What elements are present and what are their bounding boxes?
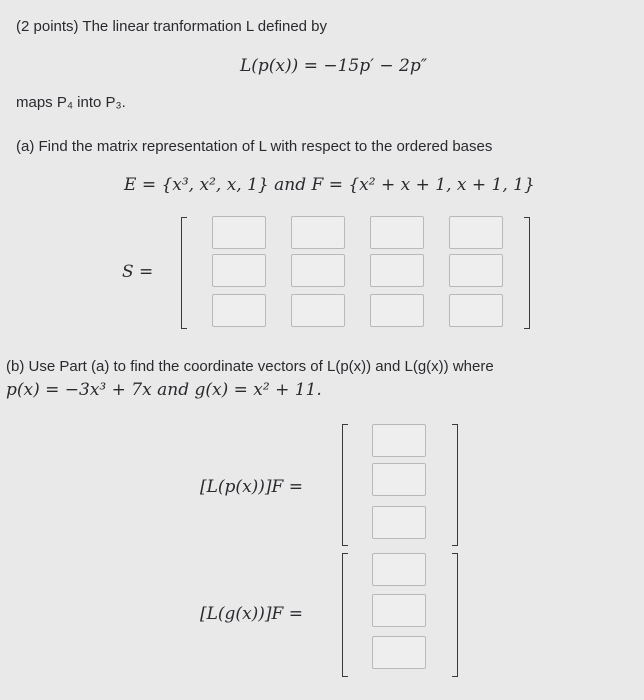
matrix-right-bracket	[524, 217, 530, 329]
maps-statement: maps P₄ into P₃.	[16, 94, 126, 111]
matrix-cell-r1c4[interactable]	[449, 216, 503, 249]
vector-g-cell-1[interactable]	[372, 553, 426, 586]
matrix-cell-r3c4[interactable]	[449, 294, 503, 327]
matrix-cell-r2c2[interactable]	[291, 254, 345, 287]
vector-g-cell-3[interactable]	[372, 636, 426, 669]
transformation-definition: L(p(x)) = −15p′ − 2p″	[240, 56, 428, 76]
vector-p-left-bracket	[342, 424, 348, 546]
matrix-cell-r3c2[interactable]	[291, 294, 345, 327]
part-b-prompt-line2: p(x) = −3x³ + 7x and g(x) = x² + 11.	[6, 380, 322, 400]
part-b-prompt-line1: (b) Use Part (a) to find the coordinate vectors of L(p(x)) and L(g(x)) where	[6, 358, 494, 375]
ordered-bases: E = {x³, x², x, 1} and F = {x² + x + 1, x + 1, 1}	[124, 175, 535, 195]
matrix-cell-r2c1[interactable]	[212, 254, 266, 287]
vector-p-cell-1[interactable]	[372, 424, 426, 457]
vector-g-cell-2[interactable]	[372, 594, 426, 627]
matrix-cell-r2c4[interactable]	[449, 254, 503, 287]
question-header: (2 points) The linear tranformation L defined by	[16, 18, 328, 35]
vector-g-label: [L(g(x))]F =	[200, 604, 303, 624]
part-a-prompt: (a) Find the matrix representation of L with respect to the ordered bases	[16, 138, 493, 155]
matrix-left-bracket	[181, 217, 187, 329]
vector-p-cell-3[interactable]	[372, 506, 426, 539]
matrix-cell-r2c3[interactable]	[370, 254, 424, 287]
vector-g-left-bracket	[342, 553, 348, 677]
matrix-cell-r3c3[interactable]	[370, 294, 424, 327]
matrix-label: S =	[122, 262, 154, 282]
matrix-cell-r3c1[interactable]	[212, 294, 266, 327]
vector-p-cell-2[interactable]	[372, 463, 426, 496]
vector-p-right-bracket	[452, 424, 458, 546]
vector-g-right-bracket	[452, 553, 458, 677]
matrix-cell-r1c2[interactable]	[291, 216, 345, 249]
vector-p-label: [L(p(x))]F =	[200, 477, 303, 497]
matrix-cell-r1c1[interactable]	[212, 216, 266, 249]
matrix-cell-r1c3[interactable]	[370, 216, 424, 249]
